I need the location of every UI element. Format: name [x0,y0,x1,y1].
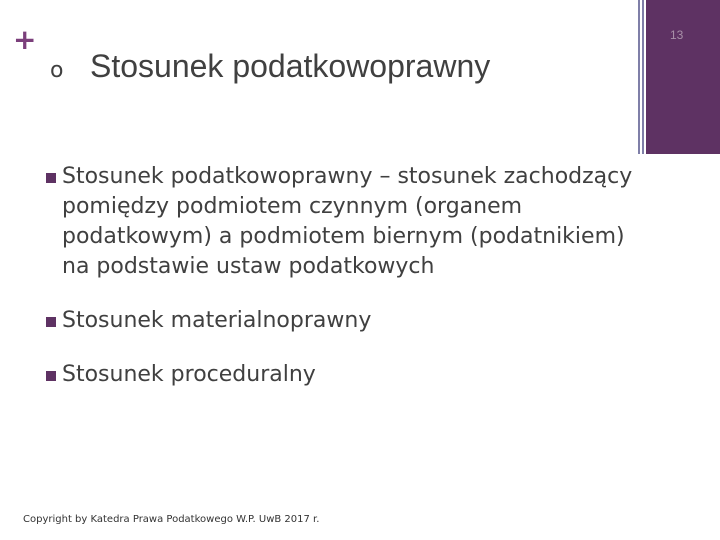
square-bullet-icon [46,317,56,327]
footer-copyright: Copyright by Katedra Prawa Podatkowego W.P. UwB 2017 r. [23,514,320,525]
circle-bullet-icon: o [50,58,64,83]
list-item [40,360,640,390]
square-bullet-icon [46,371,56,381]
page-number: 13 [670,28,684,42]
side-divider-lines [638,0,646,154]
list-item [40,162,640,282]
list-item-text: Stosunek materialnoprawny [62,308,372,333]
title-row [50,48,490,85]
divider-line [638,0,640,154]
accent-block [646,0,720,154]
slide-title: Stosunek podatkowoprawny [90,48,491,84]
plus-decoration-icon: + [13,23,37,56]
divider-line [642,0,644,154]
list-item [40,306,640,336]
square-bullet-icon [46,173,56,183]
list-item-text: Stosunek podatkowoprawny – stosunek zachodzący pomiędzy podmiotem czynnym (organem podatkowym) a podmiotem biernym (podatnikiem) na podstawie ustaw podatkowych [62,164,633,279]
bullet-list [40,162,640,414]
list-item-text: Stosunek proceduralny [62,362,316,387]
